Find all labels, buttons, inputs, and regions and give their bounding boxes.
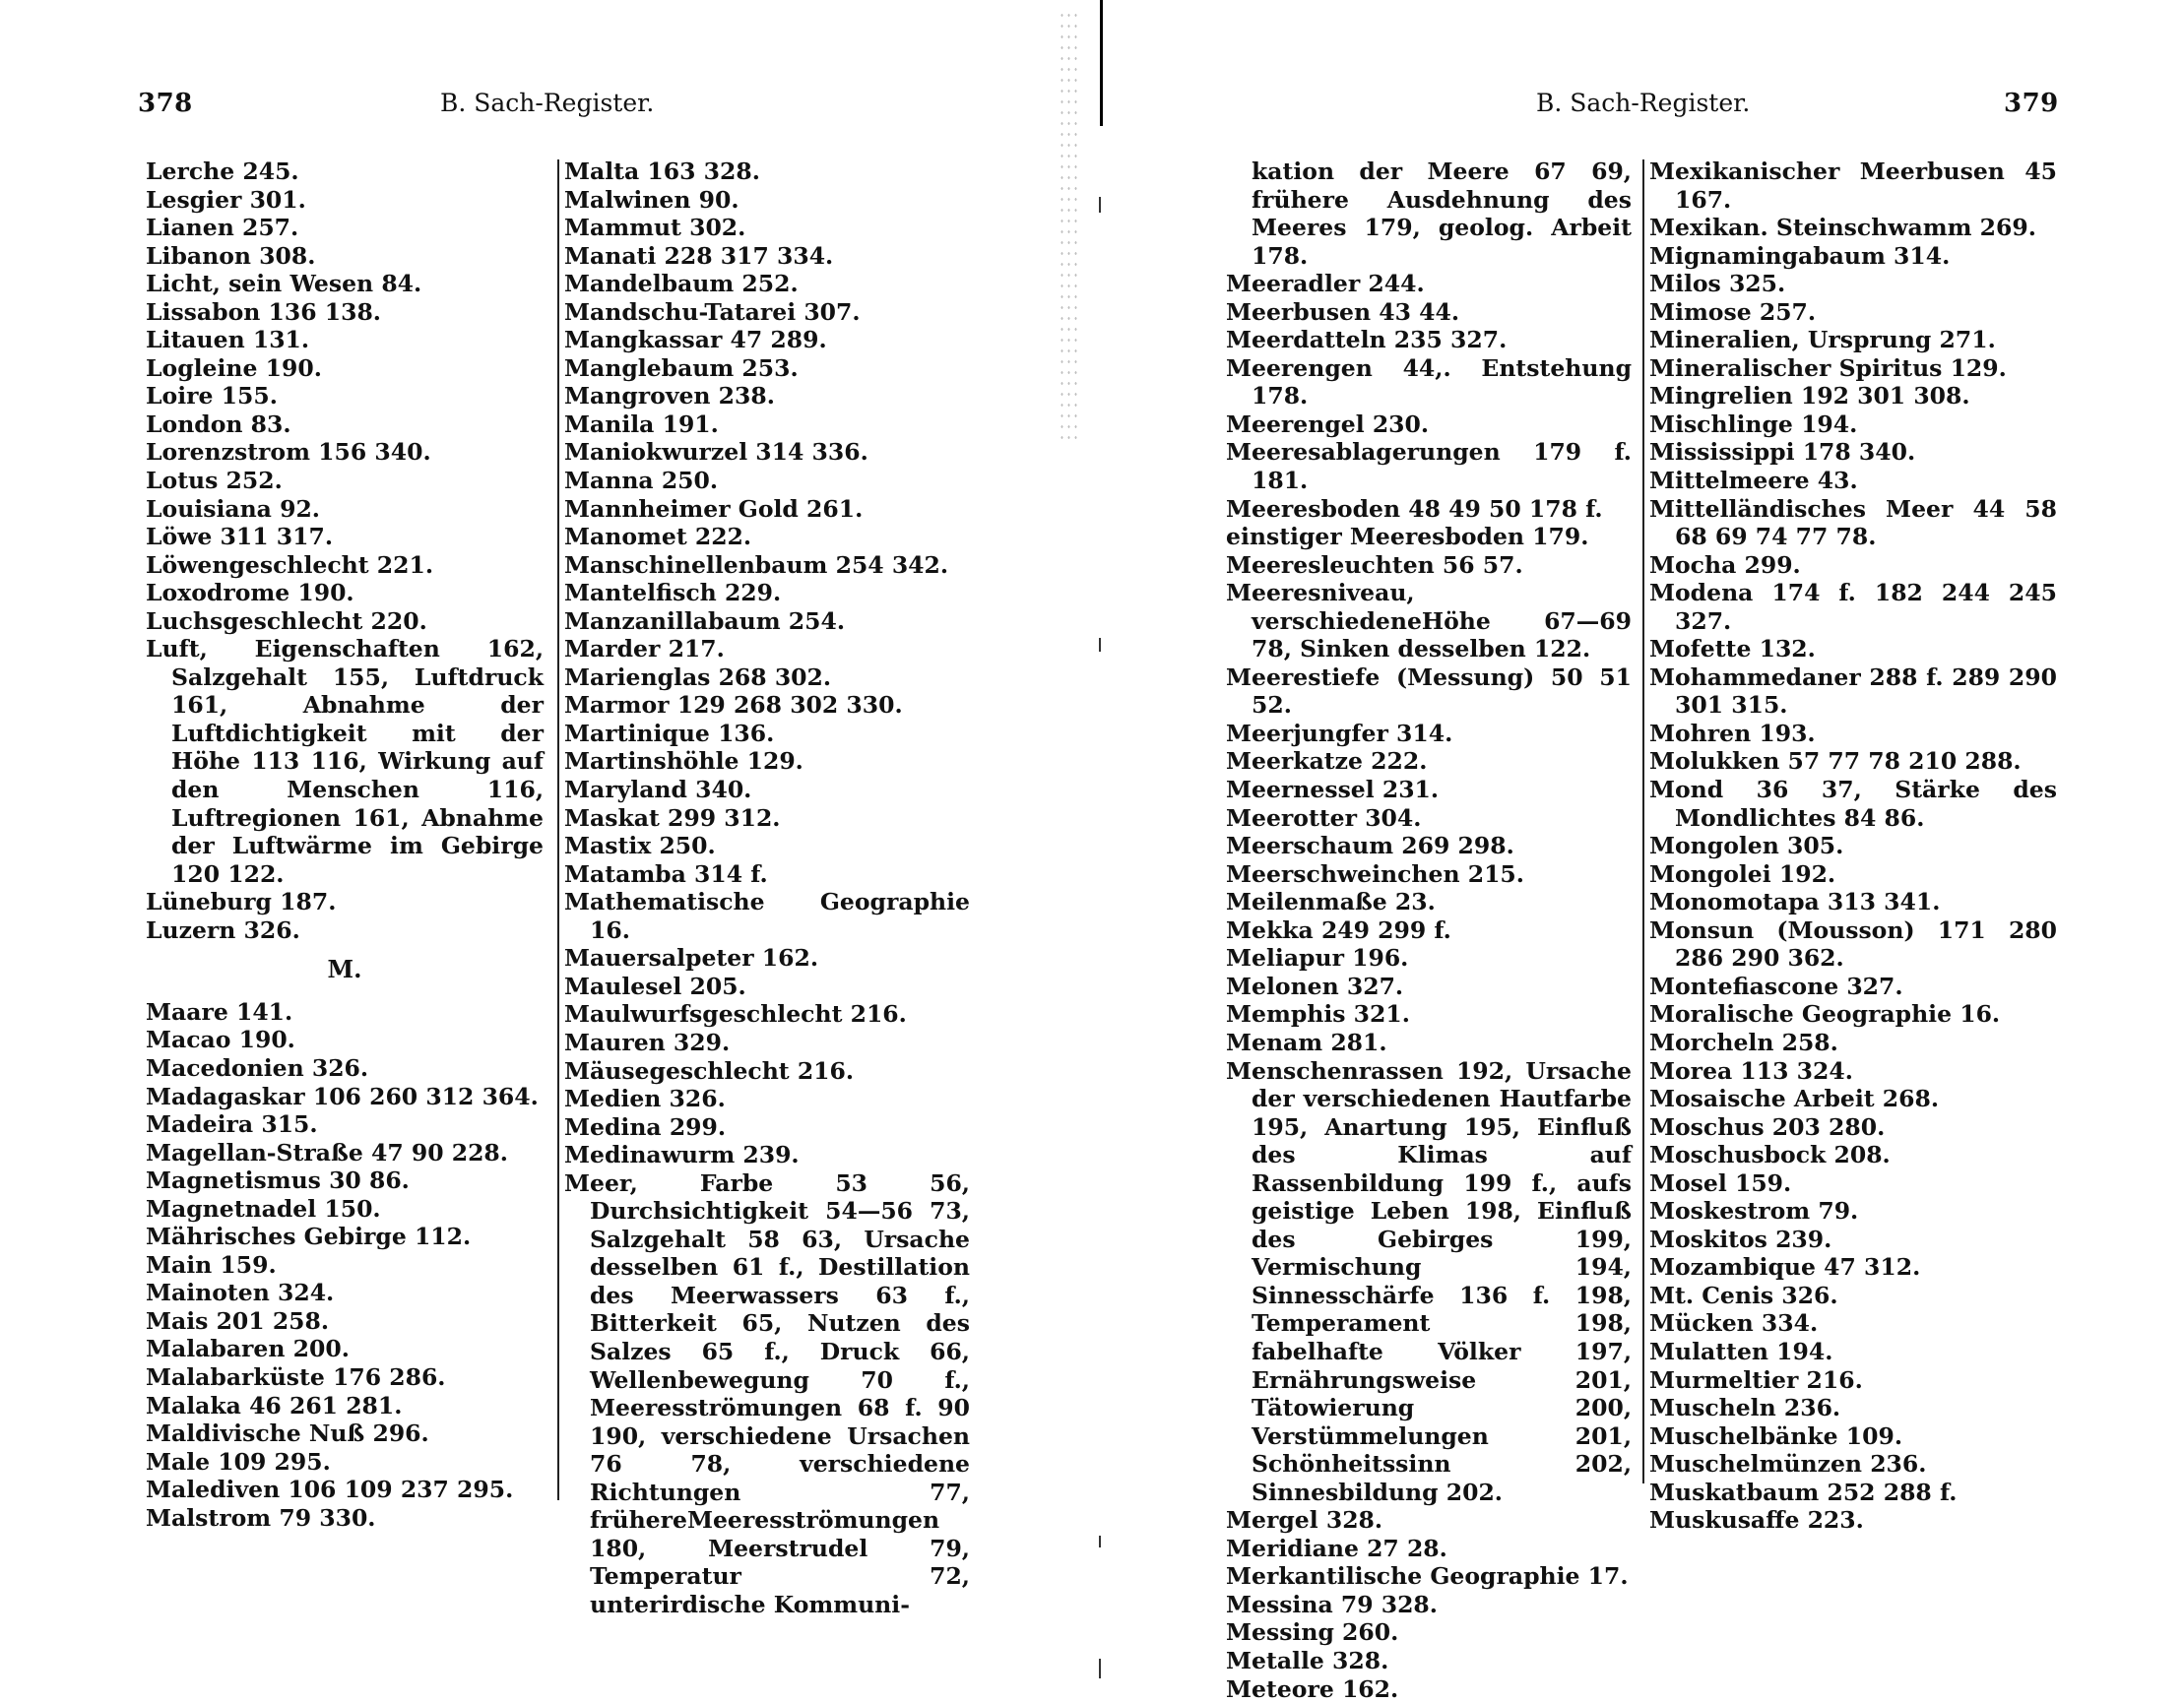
index-entry: Magnetnadel 150.: [146, 1194, 381, 1223]
index-entry: Meeresleuchten 56 57.: [1226, 550, 1523, 579]
index-entry: Lotus 252.: [146, 467, 283, 495]
index-entry: Meerotter 304.: [1226, 803, 1422, 832]
running-head-left: B. Sach-Register.: [440, 89, 655, 117]
index-entry: Mäusegeschlecht 216.: [564, 1056, 855, 1085]
index-entry: Logleine 190.: [146, 353, 322, 382]
index-entry: Meerdatteln 235 327.: [1226, 326, 1508, 354]
index-entry: Meerschaum 269 298.: [1226, 832, 1514, 860]
left-column-1: [146, 158, 544, 1532]
entries-list: [1226, 270, 1632, 1703]
index-entry: Macao 190.: [146, 1026, 295, 1054]
index-entry: Mond 36 37, Stärke des Mondlichtes 84 86.: [1649, 776, 2057, 832]
index-entry: Maare 141.: [146, 997, 293, 1026]
index-entry: Manna 250.: [564, 467, 719, 495]
index-entry: Malabarküste 176 286.: [146, 1362, 446, 1391]
index-entry: Mt. Cenis 326.: [1649, 1281, 1838, 1309]
index-entry: Malta 163 328.: [564, 158, 760, 185]
index-entry: Luchsgeschlecht 220.: [146, 606, 427, 635]
index-entry: Mais 201 258.: [146, 1306, 330, 1335]
index-entry: Menschenrassen 192, Ursache der verschiedenen Hautfarbe 195, Anartung 195, Einfluß des Klimas auf Rassenbildung 199 f., aufs geistige Leben 198, Einfluß des Gebirges 199, Vermischung 194, Sinnesschärfe 136 f. 198, Temperament 198, fabelhafte Völker 197, Ernährungsweise 201, Tätowierung 200, Verstümmelungen 201, Schönheitssinn 202, Sinnesbildung 202.: [1226, 1056, 1632, 1506]
index-entry: Mischlinge 194.: [1649, 410, 1858, 438]
page-number-left: 378: [138, 89, 193, 118]
index-entry: Muscheln 236.: [1649, 1394, 1841, 1422]
index-entry: London 83.: [146, 410, 291, 438]
column-divider-left: [557, 159, 559, 1500]
index-entry: Meer, Farbe 53 56, Durchsichtigkeit 54—56 73, Salzgehalt 58 63, Ursache desselben 61 f., Destillation des Meerwassers 63 f., Bitterkeit 65, Nutzen des Salzes 65 f., Druck 66, Wellenbewegung 70 f., Meeresströmungen 68 f. 90 190, verschiedene Ursachen 76 78, verschiedene Richtungen 77, frühereMeeresströmungen 180, Meerstrudel 79, Temperatur 72, unterirdische Kommuni-: [564, 1168, 970, 1618]
index-entry: Licht, sein Wesen 84.: [146, 270, 422, 298]
index-entry: Meerengen 44,. Entstehung 178.: [1226, 353, 1632, 410]
index-entry: Messina 79 328.: [1226, 1590, 1438, 1618]
index-entry: Mainoten 324.: [146, 1279, 335, 1307]
index-entry: Mimose 257.: [1649, 297, 1817, 326]
index-entry: Meeresboden 48 49 50 178 f.: [1226, 494, 1603, 523]
index-entry: Lianen 257.: [146, 214, 299, 242]
index-entry: Mandschu-Tatarei 307.: [564, 297, 861, 326]
index-entry: Mofette 132.: [1649, 635, 1816, 663]
index-entry: Macedonien 326.: [146, 1053, 369, 1082]
index-entry: Lissabon 136 138.: [146, 297, 381, 326]
index-entry: Malediven 106 109 237 295.: [146, 1476, 514, 1504]
index-entry: Mexikanischer Meerbusen 45 167.: [1649, 158, 2057, 214]
index-entry: Mangroven 238.: [564, 382, 775, 410]
index-entry: Mongolei 192.: [1649, 859, 1836, 888]
index-entry: Manglebaum 253.: [564, 353, 799, 382]
index-entry: Mineralischer Spiritus 129.: [1649, 353, 2007, 382]
index-entry: Mignamingabaum 314.: [1649, 241, 1951, 270]
index-entry: Maniokwurzel 314 336.: [564, 438, 868, 467]
index-entry: Meerestiefe (Messung) 50 51 52.: [1226, 662, 1632, 720]
index-entry: Moralische Geographie 16.: [1649, 1000, 2001, 1029]
entries-letter-m: [146, 998, 544, 1532]
index-entry: Löwe 311 317.: [146, 523, 334, 551]
index-entry: Murmeltier 216.: [1649, 1365, 1863, 1394]
index-entry: Martinique 136.: [564, 719, 775, 747]
left-page: [0, 0, 1093, 1680]
index-entry: Merkantilische Geographie 17.: [1226, 1562, 1629, 1591]
index-entry: Mannheimer Gold 261.: [564, 494, 864, 523]
index-entry: Manila 191.: [564, 410, 719, 438]
column-divider-right: [1642, 159, 1644, 1483]
index-entry: Malwinen 90.: [564, 185, 739, 214]
index-entry: Metalle 328.: [1226, 1646, 1389, 1674]
index-entry: Muskatbaum 252 288 f.: [1649, 1478, 1958, 1506]
index-entry: Moschus 203 280.: [1649, 1112, 1886, 1141]
index-entry: Morcheln 258.: [1649, 1028, 1838, 1056]
continued-entry: kation der Meere 67 69, frühere Ausdehnung des Meeres 179, geolog. Arbeit 178.: [1252, 158, 1632, 270]
index-entry: Loire 155.: [146, 382, 278, 410]
index-entry: Meliapur 196.: [1226, 944, 1409, 973]
index-entry: Meerkatze 222.: [1226, 747, 1428, 776]
index-entry: Martinshöhle 129.: [564, 747, 803, 776]
index-entry: Loxodrome 190.: [146, 579, 354, 607]
index-entry: Mastix 250.: [564, 832, 716, 860]
index-entry: Mohren 193.: [1649, 719, 1816, 747]
index-entry: Muskusaffe 223.: [1649, 1506, 1864, 1535]
index-entry: Manzanillabaum 254.: [564, 606, 846, 635]
index-entry: Mosel 159.: [1649, 1168, 1792, 1197]
scan-gutter-noise: [1059, 10, 1078, 443]
index-entry: Mathematische Geographie 16.: [564, 888, 970, 944]
index-entry: Mauren 329.: [564, 1028, 731, 1056]
index-entry: Madagaskar 106 260 312 364.: [146, 1082, 539, 1110]
left-column-2: [564, 158, 970, 1618]
index-entry: Meerschweinchen 215.: [1226, 859, 1524, 888]
index-entry: Moskitos 239.: [1649, 1225, 1832, 1253]
index-entry: einstiger Meeresboden 179.: [1226, 523, 1589, 551]
index-entry: Mulatten 194.: [1649, 1337, 1833, 1365]
index-entry: Mongolen 305.: [1649, 832, 1844, 860]
index-entry: Mücken 334.: [1649, 1309, 1819, 1338]
index-entry: Meeresniveau, verschiedeneHöhe 67—69 78, Sinken desselben 122.: [1226, 579, 1632, 663]
index-entry: Meerjungfer 314.: [1226, 719, 1453, 747]
index-entry: Lüneburg 187.: [146, 888, 337, 916]
index-entry: Marder 217.: [564, 635, 725, 663]
index-entry: Maryland 340.: [564, 776, 752, 804]
index-entry: Meteore 162.: [1226, 1674, 1399, 1703]
index-entry: Maulwurfsgeschlecht 216.: [564, 1000, 907, 1029]
index-entry: Monsun (Mousson) 171 280 286 290 362.: [1649, 915, 2057, 973]
index-entry: Marienglas 268 302.: [564, 662, 832, 691]
index-entry: Memphis 321.: [1226, 1000, 1410, 1029]
index-entry: Matamba 314 f.: [564, 859, 768, 888]
index-entry: Mozambique 47 312.: [1649, 1253, 1921, 1282]
page-number-right: 379: [2004, 89, 2059, 118]
index-entry: Meeresablagerungen 179 f. 181.: [1226, 438, 1632, 495]
index-entry: Meerbusen 43 44.: [1226, 297, 1460, 326]
index-entry: Louisiana 92.: [146, 494, 320, 523]
index-entry: Magellan-Straße 47 90 228.: [146, 1138, 508, 1167]
index-entry: Meernessel 231.: [1226, 776, 1440, 804]
index-entry: Medina 299.: [564, 1112, 727, 1141]
index-entry: Mekka 249 299 f.: [1226, 915, 1451, 944]
index-entry: Mohammedaner 288 f. 289 290 301 315.: [1649, 662, 2057, 720]
index-entry: Luzern 326.: [146, 915, 300, 944]
index-entry: Mammut 302.: [564, 214, 746, 242]
index-entry: Manati 228 317 334.: [564, 241, 834, 270]
index-entry: Mittelländisches Meer 44 58 68 69 74 77 78.: [1649, 494, 2057, 551]
index-entry: Main 159.: [146, 1250, 277, 1279]
entries-letter-l: [146, 158, 544, 944]
running-head-right: B. Sach-Register.: [1536, 89, 1751, 117]
index-entry: Messing 260.: [1226, 1618, 1399, 1647]
right-column-1: [1226, 158, 1632, 1703]
index-entry: Meeradler 244.: [1226, 270, 1425, 298]
index-entry: Moschusbock 208.: [1649, 1141, 1891, 1169]
index-entry: Maulesel 205.: [564, 972, 746, 1000]
right-page: [1093, 0, 2184, 1703]
index-entry: Mergel 328.: [1226, 1506, 1383, 1535]
index-entry: Meilenmaße 23.: [1226, 888, 1436, 916]
index-entry: Magnetismus 30 86.: [146, 1167, 410, 1195]
index-entry: Madeira 315.: [146, 1110, 318, 1139]
index-entry: Monomotapa 313 341.: [1649, 888, 1941, 916]
index-entry: Mantelfisch 229.: [564, 579, 782, 607]
index-entry: Lerche 245.: [146, 158, 299, 185]
index-entry: Montefiascone 327.: [1649, 972, 1903, 1000]
index-entry: Menam 281.: [1226, 1028, 1387, 1056]
index-entry: Mingrelien 192 301 308.: [1649, 382, 1970, 410]
index-entry: Mangkassar 47 289.: [564, 326, 827, 354]
index-entry: Meerengel 230.: [1226, 410, 1430, 438]
index-entry: Malaka 46 261 281.: [146, 1391, 403, 1419]
index-entry: Moskestrom 79.: [1649, 1197, 1859, 1226]
index-entry: Maskat 299 312.: [564, 803, 781, 832]
index-entry: Morea 113 324.: [1649, 1056, 1853, 1085]
index-entry: Mährisches Gebirge 112.: [146, 1223, 472, 1251]
index-entry: Lesgier 301.: [146, 185, 306, 214]
index-entry: Mosaische Arbeit 268.: [1649, 1085, 1940, 1113]
index-entry: Melonen 327.: [1226, 972, 1404, 1000]
index-entry: Male 109 295.: [146, 1447, 331, 1476]
index-entry: Mississippi 178 340.: [1649, 438, 1916, 467]
index-entry: Manomet 222.: [564, 523, 752, 551]
index-entry: Mittelmeere 43.: [1649, 467, 1858, 495]
index-entry: Muschelbänke 109.: [1649, 1421, 1902, 1450]
index-entry: Litauen 131.: [146, 326, 310, 354]
index-entry: Mauersalpeter 162.: [564, 944, 819, 973]
right-column-2: [1649, 158, 2057, 1535]
index-entry: Malstrom 79 330.: [146, 1503, 376, 1532]
index-entry: Manschinellenbaum 254 342.: [564, 550, 949, 579]
index-entry: Libanon 308.: [146, 241, 316, 270]
index-entry: Mexikan. Steinschwamm 269.: [1649, 214, 2036, 242]
index-entry: Maldivische Nuß 296.: [146, 1419, 429, 1448]
index-entry: Luft, Eigenschaften 162, Salzgehalt 155, Luftdruck 161, Abnahme der Luftdichtigkeit mit der Höhe 113 116, Wirkung auf den Menschen 116, Luftregionen 161, Abnahme der Luftwärme im Gebirge 120 122.: [146, 635, 544, 888]
index-entry: Modena 174 f. 182 244 245 327.: [1649, 579, 2057, 635]
index-entry: Milos 325.: [1649, 270, 1786, 298]
index-entry: Mandelbaum 252.: [564, 270, 799, 298]
index-entry: Medinawurm 239.: [564, 1141, 800, 1169]
index-entry: Lorenzstrom 156 340.: [146, 438, 431, 467]
index-entry: Mineralien, Ursprung 271.: [1649, 326, 1996, 354]
index-entry: Löwengeschlecht 221.: [146, 550, 434, 579]
index-entry: Molukken 57 77 78 210 288.: [1649, 747, 2022, 776]
index-entry: Marmor 129 268 302 330.: [564, 691, 903, 720]
index-entry: Mocha 299.: [1649, 550, 1801, 579]
index-entry: Muschelmünzen 236.: [1649, 1450, 1927, 1479]
section-letter-m: M.: [327, 955, 362, 984]
index-entry: Medien 326.: [564, 1085, 726, 1113]
index-entry: Meridiane 27 28.: [1226, 1534, 1447, 1562]
index-entry: Malabaren 200.: [146, 1335, 350, 1363]
